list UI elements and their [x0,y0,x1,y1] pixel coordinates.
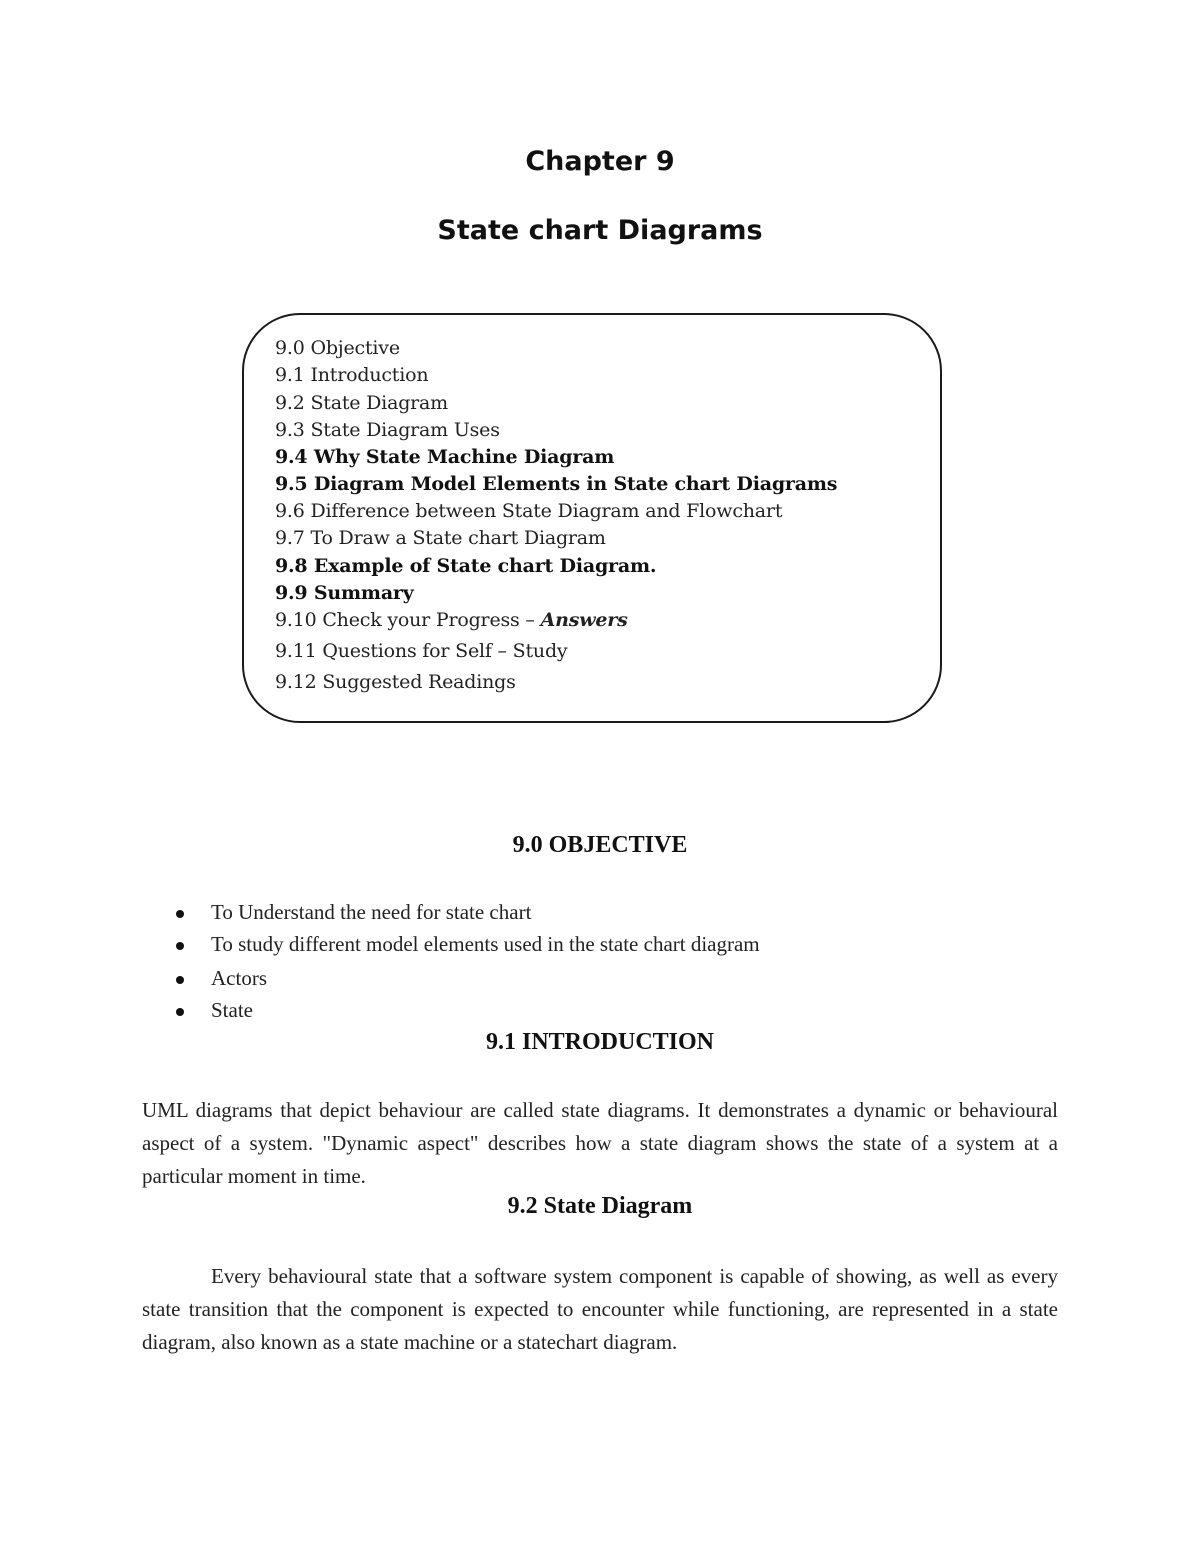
toc-item-italic: Answers [540,609,628,631]
toc-item: 9.3 State Diagram Uses [275,419,500,441]
toc-item: 9.4 Why State Machine Diagram [275,446,615,468]
chapter-number: Chapter 9 [525,146,675,177]
toc-item: 9.9 Summary [275,582,414,604]
toc-item: 9.1 Introduction [275,364,429,386]
toc-item: 9.6 Difference between State Diagram and Flowchart [275,500,783,522]
state-diagram-heading: 9.2 State Diagram [507,1193,693,1219]
document-page: Chapter 9 State chart Diagrams 9.0 Objective 9.1 Introduction 9.2 State Diagram 9.3 State Diagram Uses 9.4 Why State Machine Diagram 9.5 Diagram Model Elements in State chart Diagrams 9.6 Difference between State Diagram and Flowchart 9.7 To Draw a State chart Diagram 9.8 Example of State chart Diagram. 9.9 Summary 9.10 Check your Progress – Answers 9.11 Questions for Self – Study 9.12 Suggested Readings 9.0 OBJECTIVE To Understand the need for state chart To study different model elements used in the state chart diagram Actors State 9.1 INTRODUCTION UML diagrams that depict behaviour are called state diagrams. It demonstrates a dynamic or behavioural aspect of a system. "Dynamic aspect" describes how a state diagram shows the state of a system at a particular moment in time. 9.2 State Diagram Every behavioural state that a software system component is capable of showing, as well as every state transition that the component is expected to encounter while functioning, are represented in a state diagram, also known as a state machine or a statechart diagram. [0,0,1200,1553]
toc-item: 9.12 Suggested Readings [275,671,516,693]
toc-item: 9.10 Check your Progress – Answers [275,609,628,631]
toc-item: 9.0 Objective [275,337,400,359]
state-diagram-paragraph: Every behavioural state that a software system component is capable of showing, as well as every state transition that the component is expected to encounter while functioning, are represented in a state diagram, also known as a state machine or a statechart diagram. [142,1264,1058,1354]
toc-item: 9.2 State Diagram [275,392,448,414]
bullet-icon [176,1008,184,1016]
bullet-icon [176,942,184,950]
toc-item: 9.5 Diagram Model Elements in State chart Diagrams [275,473,838,495]
bullet-icon [176,910,184,918]
chapter-title: State chart Diagrams [437,215,763,246]
objective-heading: 9.0 OBJECTIVE [512,832,688,858]
toc-item: 9.7 To Draw a State chart Diagram [275,527,606,549]
bullet-icon [176,976,184,984]
introduction-paragraph: UML diagrams that depict behaviour are called state diagrams. It demonstrates a dynamic or behavioural aspect of a system. "Dynamic aspect" describes how a state diagram shows the state of a system at a particular moment in time. [142,1098,1058,1188]
introduction-heading: 9.1 INTRODUCTION [485,1029,715,1055]
toc-item: 9.11 Questions for Self – Study [275,640,568,662]
toc-item: 9.8 Example of State chart Diagram. [275,555,657,577]
